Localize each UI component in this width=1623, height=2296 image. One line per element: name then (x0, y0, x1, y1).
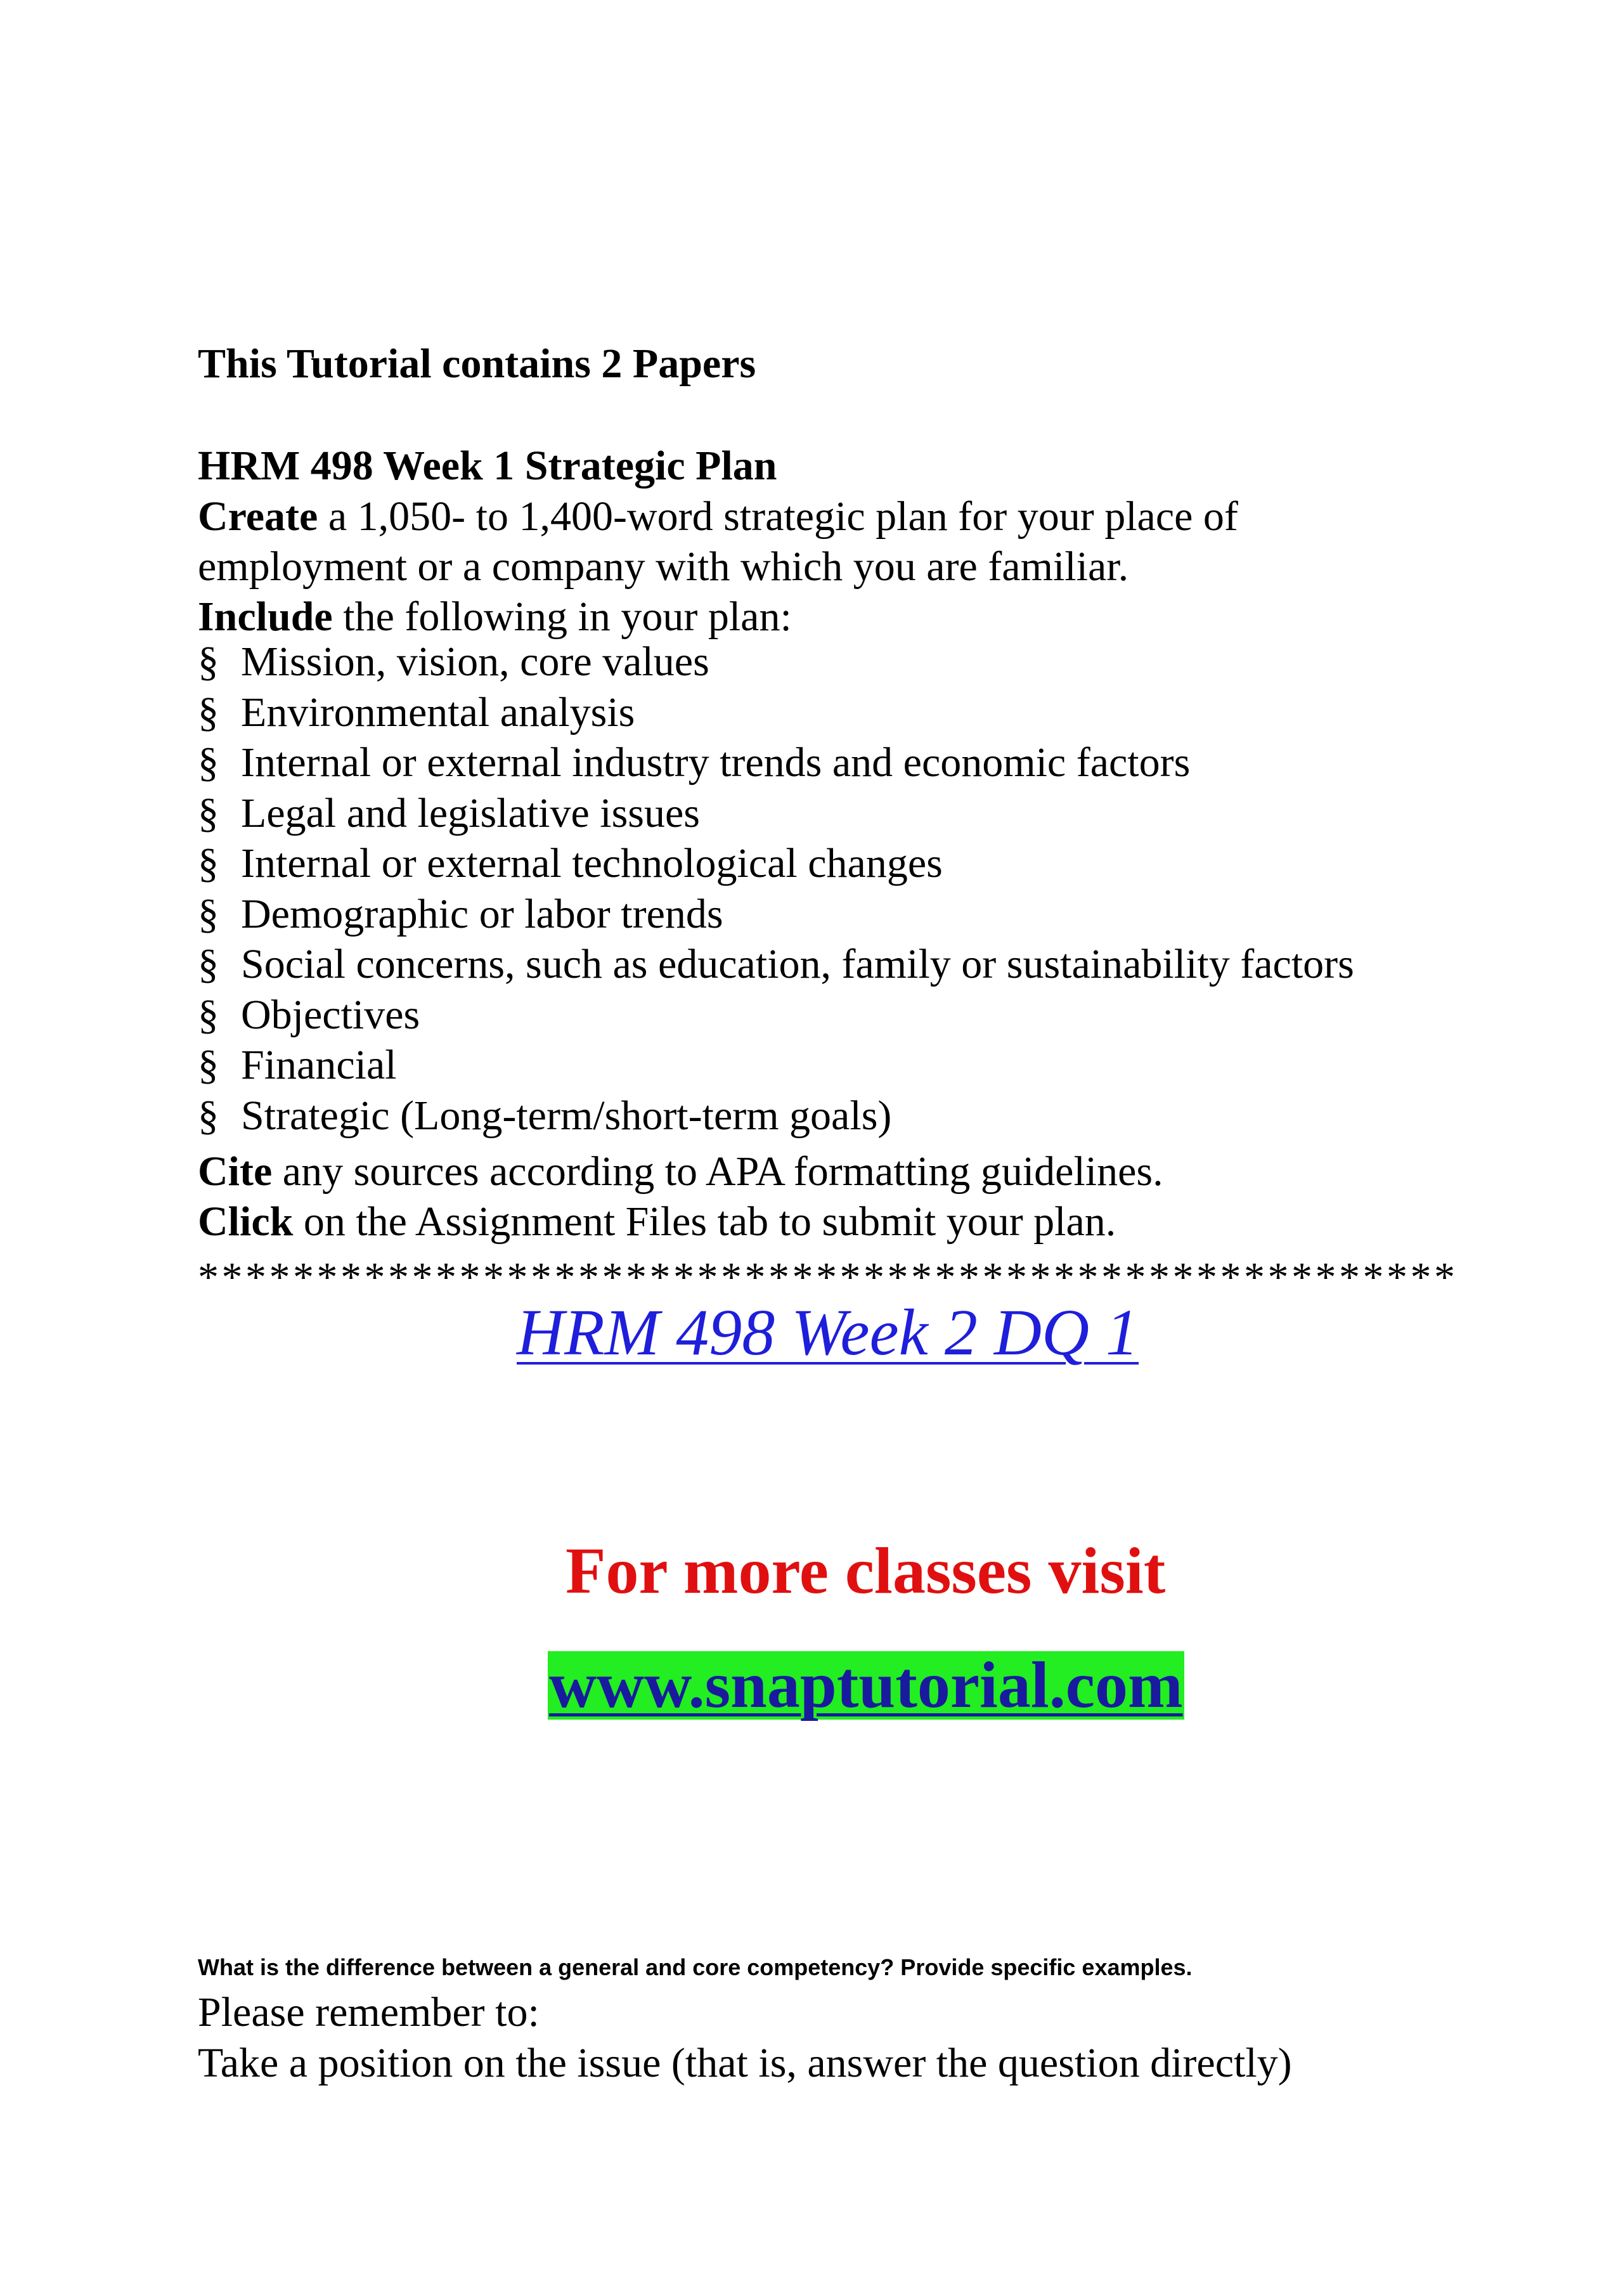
create-keyword: Create (198, 493, 318, 540)
list-item: § Financial (198, 1040, 1354, 1091)
section-sign-icon: § (198, 941, 219, 987)
section-sign-icon: § (198, 789, 219, 836)
section-sign-icon: § (198, 639, 219, 685)
reminder-intro: Please remember to: (198, 1989, 540, 2035)
section-sign-icon: § (198, 1092, 219, 1139)
list-item: § Mission, vision, core values (198, 637, 1354, 687)
list-item: § Environmental analysis (198, 687, 1354, 738)
create-text: a 1,050- to 1,400-word strategic plan for your place of (318, 493, 1238, 540)
list-item: § Legal and legislative issues (198, 788, 1354, 839)
include-keyword: Include (198, 593, 333, 640)
list-item: § Strategic (Long-term/short-term goals) (198, 1091, 1354, 1141)
discussion-question: What is the difference between a general and core competency? Provide specific examples. (198, 1954, 1193, 1980)
section-sign-icon: § (198, 1042, 219, 1088)
separator-line: ***************************************************** (198, 1254, 1458, 1300)
list-item: § Internal or external technological changes (198, 838, 1354, 889)
reminder-item: Take a position on the issue (that is, answer the question directly) (198, 2040, 1292, 2086)
section-sign-icon: § (198, 840, 219, 886)
click-keyword: Click (198, 1198, 294, 1245)
cite-keyword: Cite (198, 1148, 273, 1195)
click-text: on the Assignment Files tab to submit your plan. (293, 1198, 1116, 1245)
section-sign-icon: § (198, 890, 219, 937)
promo-site-link[interactable]: www.snaptutorial.com (549, 1649, 1183, 1722)
cite-text: any sources according to APA formatting guidelines. (272, 1148, 1163, 1195)
include-text: the following in your plan: (332, 593, 792, 640)
requirements-list (198, 637, 1354, 1141)
tutorial-intro-title: This Tutorial contains 2 Papers (198, 341, 756, 387)
next-assignment-link[interactable]: HRM 498 Week 2 DQ 1 (517, 1296, 1139, 1369)
list-item: § Objectives (198, 990, 1354, 1041)
create-instruction-line1 (198, 491, 1238, 542)
section-sign-icon: § (198, 991, 219, 1038)
promo-heading: For more classes visit (566, 1534, 1166, 1607)
create-instruction-line2: employment or a company with which you are familiar. (198, 543, 1129, 590)
section-sign-icon: § (198, 689, 219, 736)
cite-instruction (198, 1146, 1163, 1197)
click-instruction (198, 1197, 1116, 1247)
section-sign-icon: § (198, 739, 219, 786)
list-item: § Demographic or labor trends (198, 889, 1354, 940)
assignment-title: HRM 498 Week 1 Strategic Plan (198, 443, 777, 489)
list-item: § Social concerns, such as education, family or sustainability factors (198, 939, 1354, 990)
list-item: § Internal or external industry trends and economic factors (198, 737, 1354, 788)
include-instruction (198, 592, 792, 642)
